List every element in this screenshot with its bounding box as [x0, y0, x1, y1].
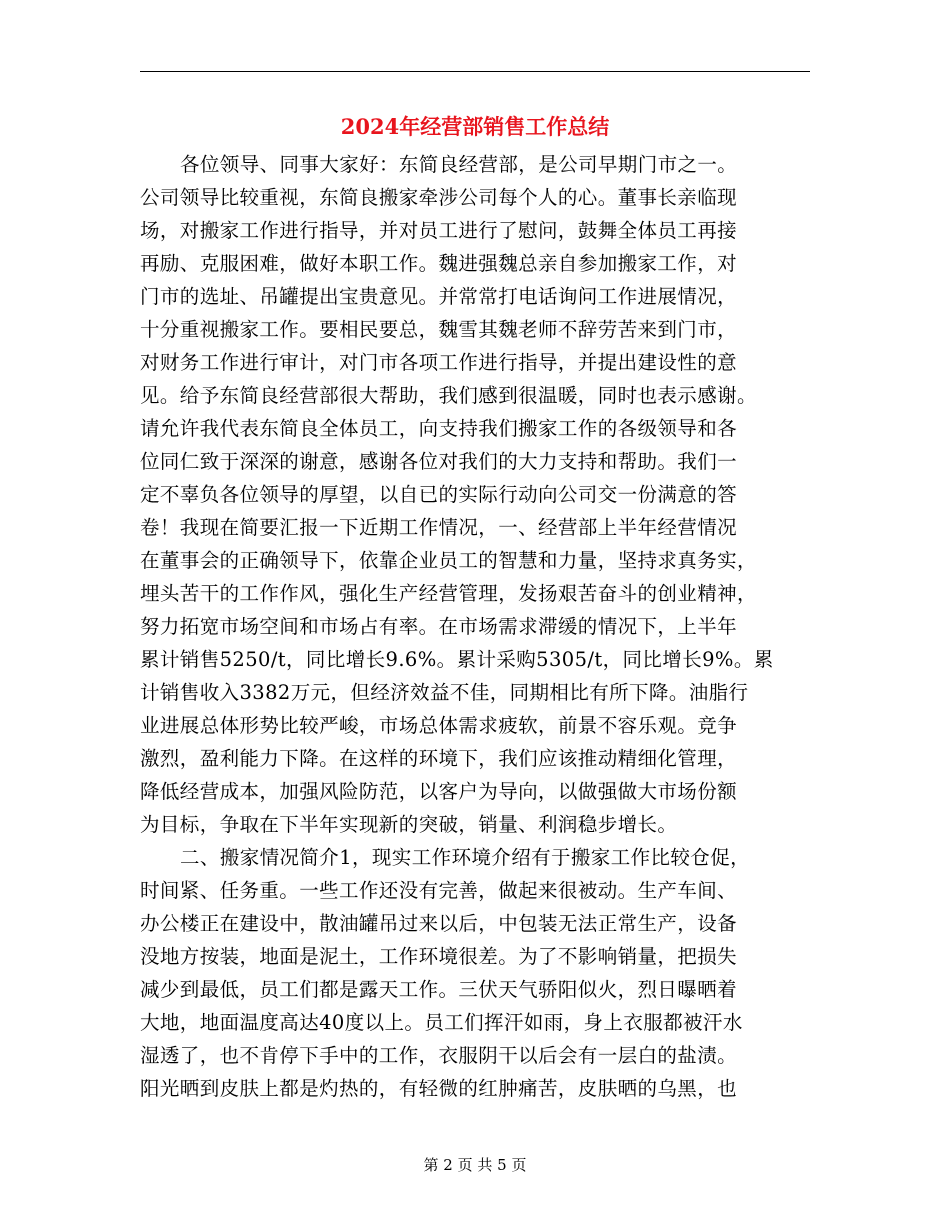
text-line: 大地，地面温度高达40度以上。员工们挥汗如雨，身上衣服都被汗水 [140, 1011, 743, 1034]
text-line: 阳光晒到皮肤上都是灼热的，有轻微的红肿痛苦，皮肤晒的乌黑，也 [140, 1077, 738, 1100]
text-line: 为目标，争取在下半年实现新的突破，销量、利润稳步增长。 [140, 813, 678, 836]
text-line: 再励、克服困难，做好本职工作。魏进强魏总亲自参加搬家工作，对 [140, 252, 738, 275]
text-line: 没地方按装，地面是泥土，工作环境很差。为了不影响销量，把损失 [140, 945, 738, 968]
text-line: 二、搬家情况简介1，现实工作环境介绍有于搬家工作比较仓促， [180, 846, 751, 869]
document-body [140, 148, 810, 1105]
header-rule [140, 71, 810, 72]
document-title: 2024年经营部销售工作总结 [340, 114, 610, 139]
text-line: 请允许我代表东简良全体员工，向支持我们搬家工作的各级领导和各 [140, 417, 738, 440]
text-line: 位同仁致于深深的谢意，感谢各位对我们的大力支持和帮助。我们一 [140, 450, 738, 473]
text-line: 在董事会的正确领导下，依靠企业员工的智慧和力量，坚持求真务实， [140, 549, 757, 572]
text-line: 埋头苦干的工作作风，强化生产经营管理，发扬艰苦奋斗的创业精神， [140, 582, 757, 605]
text-line: 场，对搬家工作进行指导，并对员工进行了慰问，鼓舞全体员工再接 [140, 219, 738, 242]
text-line: 办公楼正在建设中，散油罐吊过来以后，中包装无法正常生产，设备 [140, 912, 738, 935]
text-line: 门市的选址、吊罐提出宝贵意见。并常常打电话询问工作进展情况， [140, 285, 738, 308]
text-line: 见。给予东简良经营部很大帮助，我们感到很温暖，同时也表示感谢。 [140, 384, 757, 407]
text-line: 对财务工作进行审计，对门市各项工作进行指导，并提出建设性的意 [140, 351, 738, 374]
text-line: 时间紧、任务重。一些工作还没有完善，做起来很被动。生产车间、 [140, 879, 738, 902]
page-number: 第 2 页 共 5 页 [423, 1156, 527, 1174]
text-line: 十分重视搬家工作。要相民要总，魏雪其魏老师不辞劳苦来到门市， [140, 318, 738, 341]
text-line: 累计销售5250/t，同比增长9.6%。累计采购5305/t，同比增长9%。累 [140, 648, 774, 671]
text-line: 卷！我现在简要汇报一下近期工作情况，一、经营部上半年经营情况 [140, 516, 738, 539]
text-line: 减少到最低，员工们都是露天工作。三伏天气骄阳似火，烈日曝晒着 [140, 978, 738, 1001]
text-line: 定不辜负各位领导的厚望，以自已的实际行动向公司交一份满意的答 [140, 483, 738, 506]
text-line: 各位领导、同事大家好：东简良经营部，是公司早期门市之一。 [180, 153, 738, 176]
text-line: 湿透了，也不肯停下手中的工作，衣服阴干以后会有一层白的盐渍。 [140, 1044, 738, 1067]
text-line: 激烈，盈利能力下降。在这样的环境下，我们应该推动精细化管理， [140, 747, 738, 770]
text-line: 计销售收入3382万元，但经济效益不佳，同期相比有所下降。油脂行 [140, 681, 749, 704]
text-line: 业进展总体形势比较严峻，市场总体需求疲软，前景不容乐观。竞争 [140, 714, 738, 737]
text-line: 努力拓宽市场空间和市场占有率。在市场需求滞缓的情况下，上半年 [140, 615, 738, 638]
text-line: 公司领导比较重视，东简良搬家牵涉公司每个人的心。董事长亲临现 [140, 186, 738, 209]
text-line: 降低经营成本，加强风险防范，以客户为导向，以做强做大市场份额 [140, 780, 738, 803]
